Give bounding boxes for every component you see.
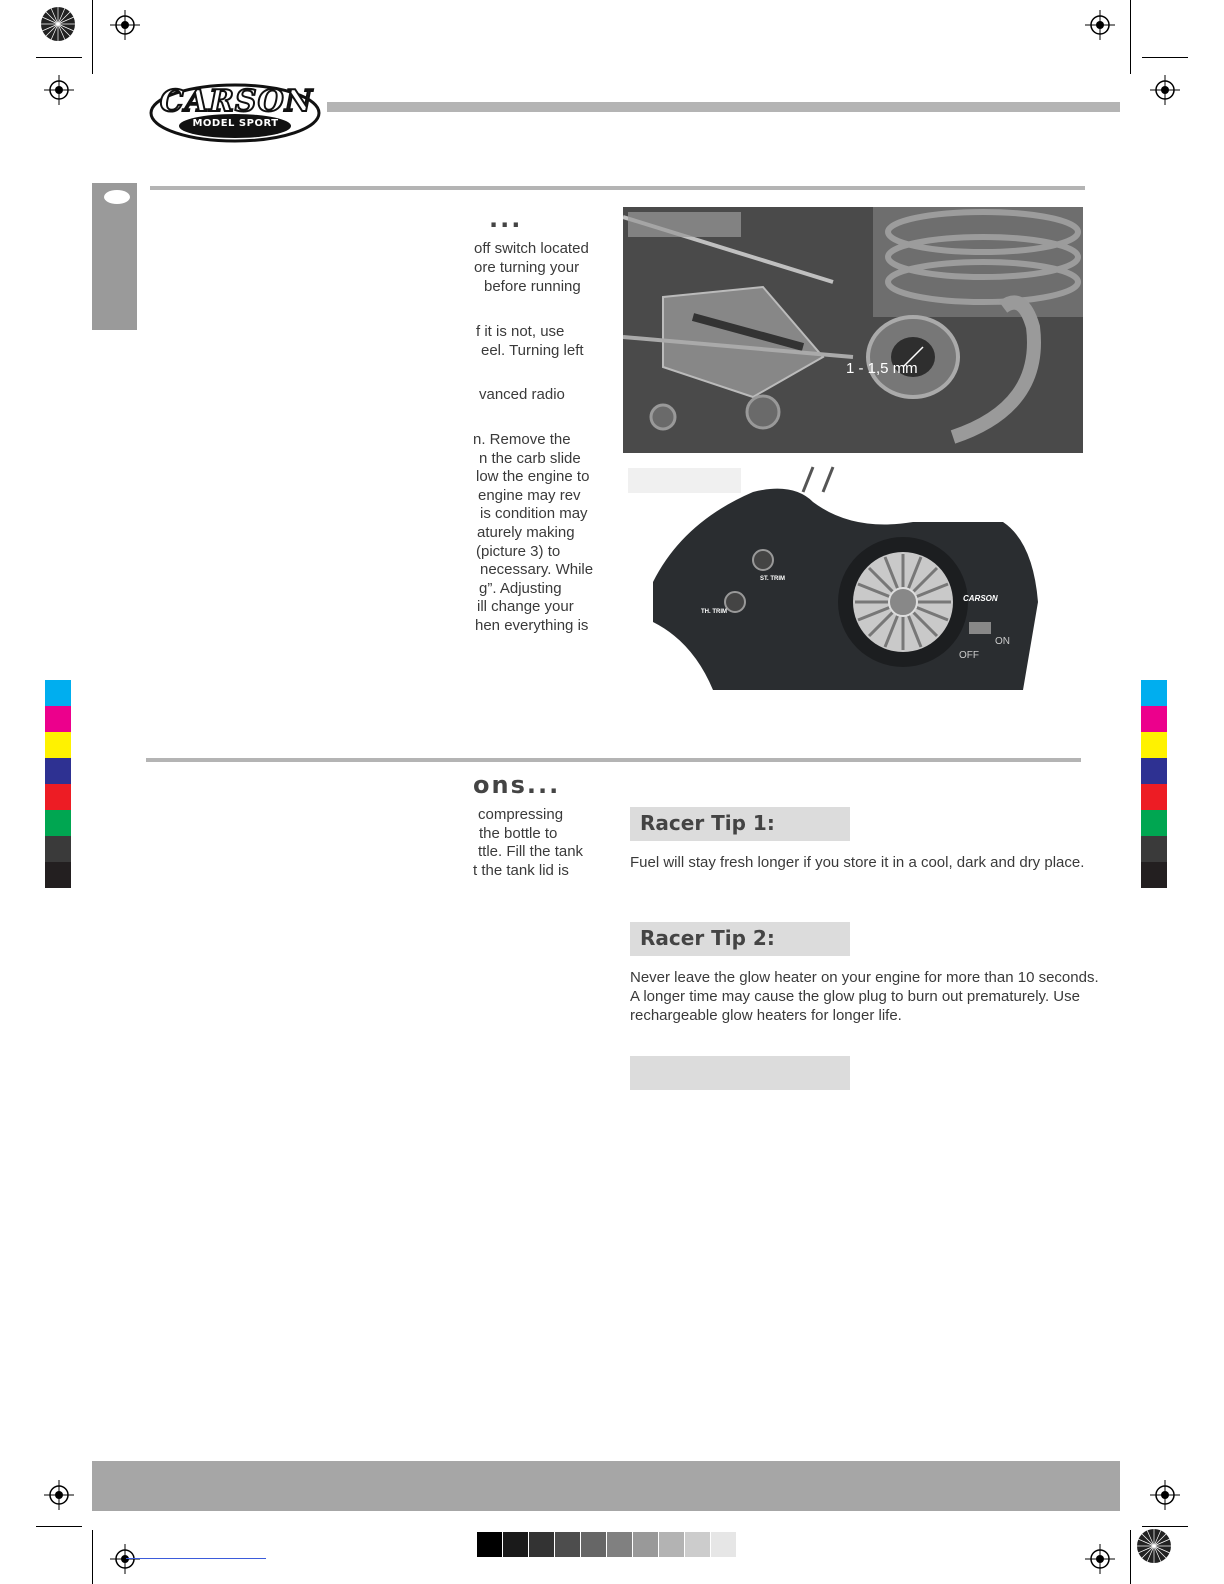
- language-side-tab: [92, 183, 137, 330]
- registration-mark-icon: [1150, 75, 1180, 105]
- grayscale-step: [659, 1532, 684, 1557]
- paragraph-line: engine may rev: [478, 487, 581, 504]
- crop-mark: [92, 1530, 93, 1584]
- transmitter-photo: [623, 462, 1083, 690]
- paragraph-line: g”. Adjusting: [479, 580, 562, 597]
- paragraph-line: ttle. Fill the tank: [478, 843, 584, 860]
- registration-mark-icon: [44, 75, 74, 105]
- racer-tip-3-header-empty: [630, 1056, 850, 1090]
- logo-brand: CARSON: [159, 84, 314, 119]
- engine-carburetor-photo: [623, 207, 1083, 453]
- crop-mark: [1142, 57, 1188, 58]
- grayscale-step: [633, 1532, 658, 1557]
- section2-heading: ons...: [473, 771, 561, 799]
- carson-logo: [148, 82, 323, 144]
- grayscale-step: [581, 1532, 606, 1557]
- paragraph-line: ill change your: [477, 598, 574, 615]
- switch-on-label: ON: [995, 636, 1010, 647]
- engine-illustration-icon: [623, 207, 1083, 453]
- section-divider: [146, 758, 1081, 762]
- grayscale-step: [503, 1532, 528, 1557]
- racer-tip-2-title: Racer Tip 2:: [640, 926, 775, 950]
- paragraph-line: f it is not, use: [476, 323, 565, 340]
- logo-subtitle: MODEL SPORT: [192, 118, 279, 129]
- grayscale-step: [685, 1532, 710, 1557]
- grayscale-step: [607, 1532, 632, 1557]
- color-swatch: [45, 758, 71, 784]
- color-swatch: [1141, 836, 1167, 862]
- side-tab-flag-icon: [104, 190, 130, 204]
- crop-mark: [36, 1526, 82, 1527]
- racer-tip-1-header: [630, 807, 850, 841]
- grayscale-step: [555, 1532, 580, 1557]
- registration-mark-icon: [44, 1480, 74, 1510]
- crop-mark: [36, 57, 82, 58]
- color-swatch: [45, 862, 71, 888]
- starburst-mark-icon: [1136, 1528, 1172, 1564]
- registration-mark-icon: [110, 1544, 140, 1574]
- th-trim-label: TH. TRIM: [701, 609, 727, 615]
- registration-mark-icon: [1085, 1544, 1115, 1574]
- switch-off-label: OFF: [959, 650, 979, 661]
- grayscale-step: [529, 1532, 554, 1557]
- color-swatch: [45, 810, 71, 836]
- paragraph-line: ore turning your: [474, 259, 580, 276]
- wheel-brand-label: CARSON: [963, 594, 998, 603]
- section1-heading: ...: [489, 205, 523, 233]
- paragraph-line: before running: [484, 278, 581, 295]
- crop-mark: [1130, 0, 1131, 74]
- paragraph-line: compressing: [478, 806, 564, 823]
- color-swatch: [1141, 680, 1167, 706]
- transmitter-illustration-icon: [623, 462, 1083, 690]
- crop-mark: [1142, 1526, 1188, 1527]
- color-swatch: [1141, 784, 1167, 810]
- color-swatch: [45, 784, 71, 810]
- paragraph-line: low the engine to: [476, 468, 590, 485]
- paragraph-line: the bottle to: [479, 825, 558, 842]
- paragraph-line: aturely making: [477, 524, 575, 541]
- paragraph-line: n the carb slide: [479, 450, 581, 467]
- section-divider: [150, 186, 1085, 190]
- paragraph-line: is condition may: [480, 505, 588, 522]
- color-swatch: [1141, 732, 1167, 758]
- registration-mark-icon: [1150, 1480, 1180, 1510]
- paragraph-line: t the tank lid is: [473, 862, 569, 879]
- measurement-label: 1 - 1,5 mm: [846, 360, 918, 377]
- color-swatch: [1141, 810, 1167, 836]
- racer-tip-1-title: Racer Tip 1:: [640, 811, 775, 835]
- registration-mark-icon: [1085, 10, 1115, 40]
- grayscale-step: [711, 1532, 736, 1557]
- starburst-mark-icon: [40, 6, 76, 42]
- racer-tip-2-body: Never leave the glow heater on your engine for more than 10 seconds. A longer time may cause the glow plug to burn out prematurely. Use rechargeable glow heaters for longer life.: [630, 969, 1099, 1024]
- crop-mark: [1130, 1530, 1131, 1584]
- paragraph-line: eel. Turning left: [481, 342, 584, 359]
- paragraph-line: vanced radio: [479, 386, 565, 403]
- racer-tip-1-body: Fuel will stay fresh longer if you store it in a cool, dark and dry place.: [630, 854, 1085, 871]
- st-trim-label: ST. TRIM: [760, 576, 785, 582]
- grayscale-step: [477, 1532, 502, 1557]
- color-swatch: [45, 706, 71, 732]
- color-swatch: [45, 836, 71, 862]
- paragraph-line: (picture 3) to: [476, 543, 561, 560]
- header-bar: [327, 102, 1120, 112]
- paragraph-line: hen everything is: [475, 617, 589, 634]
- paragraph-line: necessary. While: [480, 561, 594, 578]
- crop-mark: [92, 0, 93, 74]
- racer-tip-2-header: [630, 922, 850, 956]
- registration-mark-icon: [110, 10, 140, 40]
- footer-link-underline: [126, 1558, 266, 1559]
- footer-bar: [92, 1461, 1120, 1511]
- color-swatch: [45, 732, 71, 758]
- color-swatch: [1141, 706, 1167, 732]
- color-swatch: [1141, 758, 1167, 784]
- color-swatch: [1141, 862, 1167, 888]
- color-swatch: [45, 680, 71, 706]
- paragraph-line: n. Remove the: [473, 431, 571, 448]
- paragraph-line: off switch located: [474, 240, 589, 257]
